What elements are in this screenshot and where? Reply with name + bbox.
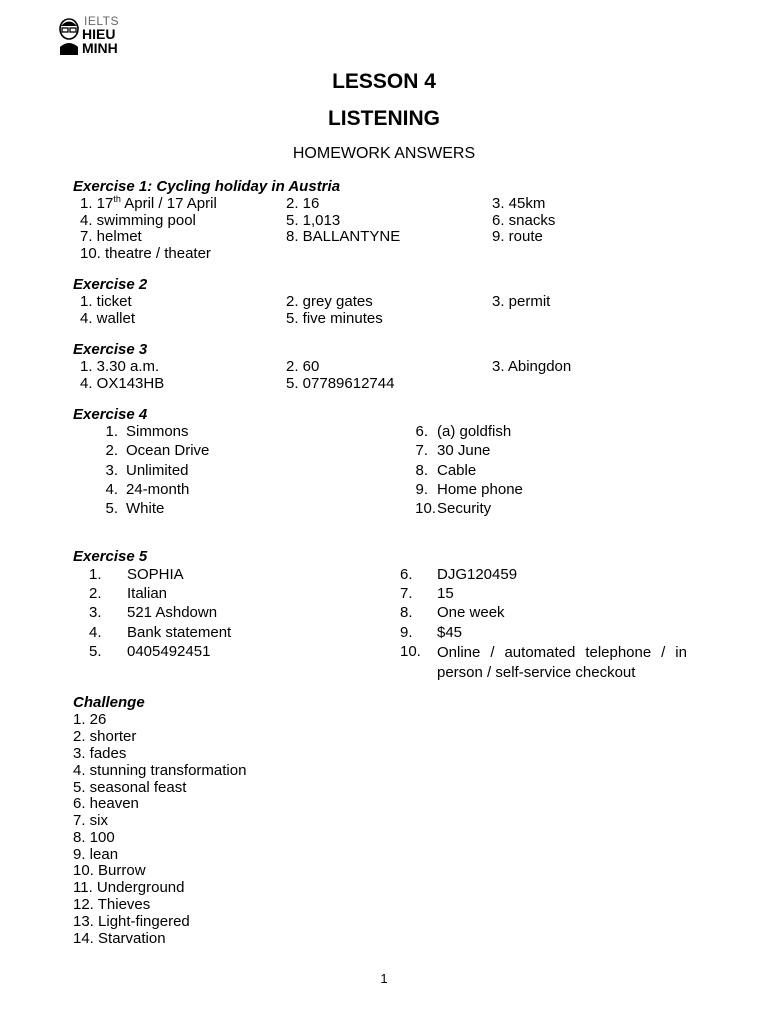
ex5-number: 3. [89, 604, 102, 621]
ex5-answer: 521 Ashdown [127, 604, 218, 621]
ex4-answer: 30 June [437, 442, 491, 459]
ex5-answer: 15 [437, 585, 454, 602]
ex4-number: 9. [415, 481, 428, 498]
ex3-answer: 3. Abingdon [492, 358, 572, 375]
ex5-answer: 0405492451 [127, 643, 211, 660]
challenge-item: 3. fades [73, 745, 127, 762]
page-subtitle: HOMEWORK ANSWERS [292, 145, 476, 162]
ex1-answer: 9. route [492, 228, 543, 245]
ex5-answer: Bank statement [127, 624, 232, 641]
ex1-answer: 7. helmet [80, 228, 142, 245]
challenge-item: 9. lean [73, 846, 119, 863]
ex2-answer: 1. ticket [80, 293, 132, 310]
challenge-item: 4. stunning transformation [73, 762, 247, 779]
ex5-number: 5. [89, 643, 102, 660]
avatar-icon [58, 17, 82, 55]
ex2-answer: 3. permit [492, 293, 551, 310]
challenge-item: 2. shorter [73, 728, 137, 745]
ex4-answer: Ocean Drive [126, 442, 210, 459]
ex1-answer-1: 1. 17th April / 17 April [80, 194, 217, 212]
ex1-answer: 4. swimming pool [80, 212, 196, 229]
ex5-number: 4. [89, 624, 102, 641]
ex3-answer: 1. 3.30 a.m. [80, 358, 160, 375]
ex2-answer: 4. wallet [80, 310, 136, 327]
ex4-number: 2. [105, 442, 118, 459]
ex4-number: 4. [105, 481, 118, 498]
ex5-number: 10. [400, 643, 421, 660]
challenge-item: 5. seasonal feast [73, 779, 187, 796]
ex2-answer: 2. grey gates [286, 293, 373, 310]
challenge-item: 11. Underground [73, 879, 185, 896]
challenge-item: 1. 26 [73, 711, 107, 728]
ex4-answer: Cable [437, 462, 477, 479]
ex5-number: 7. [400, 585, 413, 602]
challenge-item: 8. 100 [73, 829, 115, 846]
challenge-item: 10. Burrow [73, 862, 146, 879]
ex2-answer: 5. five minutes [286, 310, 383, 327]
ex1-answer: 10. theatre / theater [80, 245, 211, 262]
ex4-number: 8. [415, 462, 428, 479]
ex4-number: 7. [415, 442, 428, 459]
brand-logo [58, 15, 128, 57]
ex4-answer: Simmons [126, 423, 189, 440]
ex4-number: 3. [105, 462, 118, 479]
challenge-item: 14. Starvation [73, 930, 166, 947]
ex5-answer: SOPHIA [127, 566, 184, 583]
exercise-3-title: Exercise 3 [73, 341, 148, 358]
ex4-number: 1. [105, 423, 118, 440]
ex5-number: 2. [89, 585, 102, 602]
ex1-answer: 5. 1,013 [286, 212, 341, 229]
ex4-number: 6. [415, 423, 428, 440]
ex5-number: 6. [400, 566, 413, 583]
ex3-answer: 2. 60 [286, 358, 320, 375]
challenge-item: 13. Light-fingered [73, 913, 190, 930]
ex1-answer: 2. 16 [286, 195, 320, 212]
exercise-2-title: Exercise 2 [73, 276, 148, 293]
exercise-4-title: Exercise 4 [73, 406, 148, 423]
challenge-item: 12. Thieves [73, 896, 151, 913]
exercise-1-title: Exercise 1: Cycling holiday in Austria [73, 178, 341, 195]
ex5-answer-10: Online / automated telephone / in person / self-service checkout [437, 644, 687, 681]
lesson-title: LESSON 4 [332, 70, 436, 93]
ex5-answer: $45 [437, 624, 463, 641]
ex4-answer: Home phone [437, 481, 523, 498]
ex4-answer: White [126, 500, 165, 517]
section-title: LISTENING [327, 107, 440, 130]
ex1-answer: 8. BALLANTYNE [286, 228, 401, 245]
ex5-answer: Italian [127, 585, 168, 602]
exercise-5-title: Exercise 5 [73, 548, 148, 565]
challenge-title: Challenge [73, 694, 145, 711]
logo-hieu: HIEU [82, 26, 116, 42]
ex1-answer: 3. 45km [492, 195, 546, 212]
challenge-item: 7. six [73, 812, 109, 829]
ex3-answer: 4. OX143HB [80, 375, 165, 392]
ex5-number: 1. [89, 566, 102, 583]
ex4-answer: Security [437, 500, 492, 517]
ex1-answer: 6. snacks [492, 212, 556, 229]
ex4-number: 5. [105, 500, 118, 517]
ex4-answer: Unlimited [126, 462, 189, 479]
ex4-answer: (a) goldfish [437, 423, 512, 440]
ex5-answer: One week [437, 604, 505, 621]
ex5-number: 8. [400, 604, 413, 621]
ex3-answer: 5. 07789612744 [286, 375, 395, 392]
logo-minh: MINH [82, 40, 118, 56]
ex4-answer: 24-month [126, 481, 190, 498]
ex4-number: 10. [415, 500, 436, 517]
ex5-answer: DJG120459 [437, 566, 518, 583]
page-number: 1 [380, 971, 388, 986]
challenge-item: 6. heaven [73, 795, 139, 812]
ex5-number: 9. [400, 624, 413, 641]
logo-ielts: IELTS [84, 14, 119, 28]
